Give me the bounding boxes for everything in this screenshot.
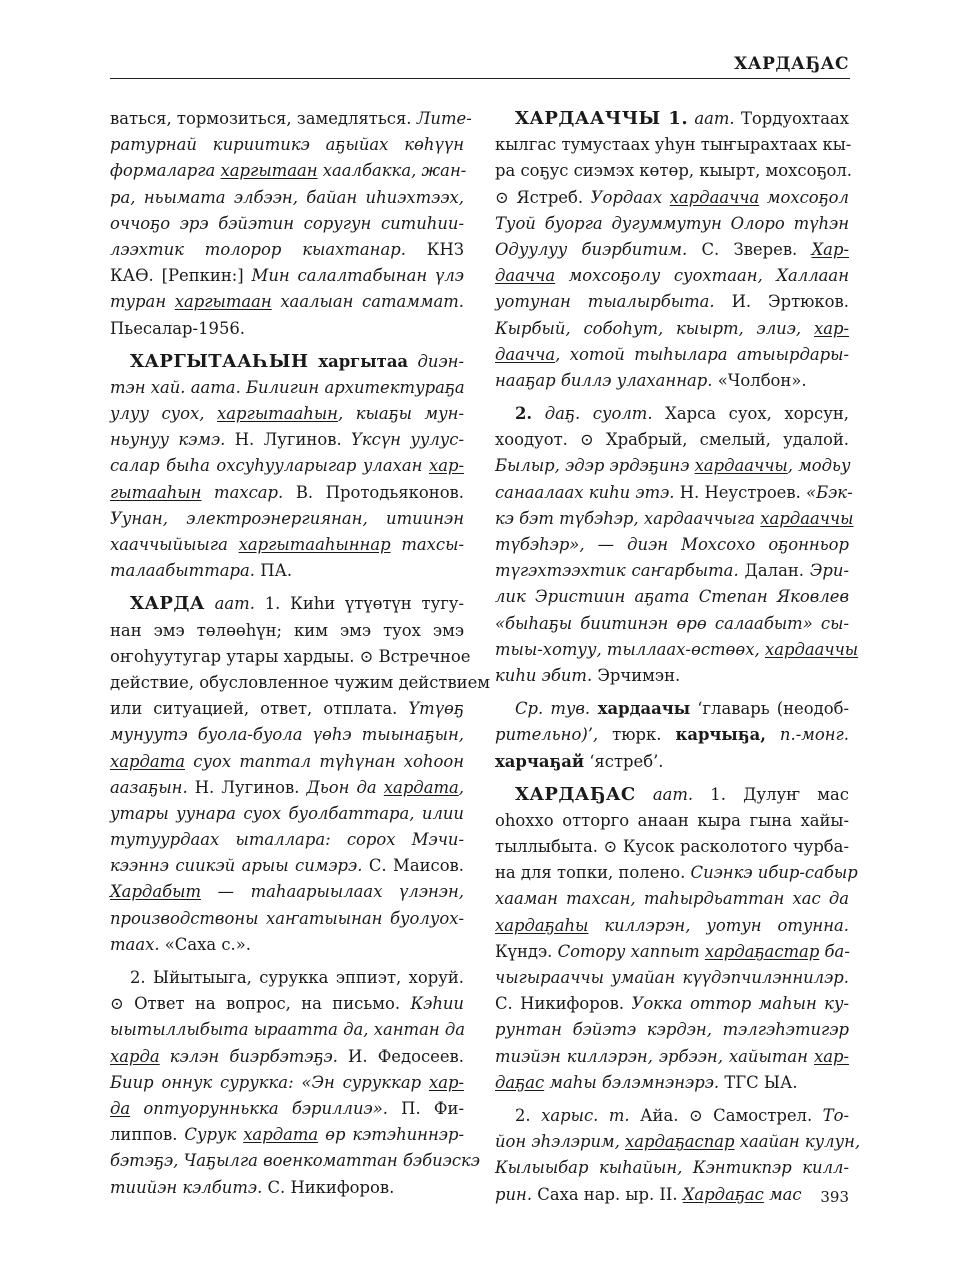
text-line xyxy=(495,1070,849,1096)
dictionary-entry-hardahas2 xyxy=(495,1103,861,1208)
text-line xyxy=(110,1096,464,1122)
text-segment: 1. Киһи үтүөтүн тугу- xyxy=(254,594,464,614)
text-segment: таах. xyxy=(110,934,160,954)
text-segment: ыытыллыбыта ыраатта да, хантан да xyxy=(110,1020,466,1040)
text-segment: уотунан тыалырбыта. xyxy=(495,292,715,312)
text-segment: Айа. ⊙ Самострел. xyxy=(629,1105,823,1125)
example-keyword: хардаачча xyxy=(669,187,760,207)
example-keyword: хардаҕаспар xyxy=(625,1132,735,1152)
text-line xyxy=(110,263,464,289)
text-line xyxy=(110,749,464,775)
example-keyword: хар- xyxy=(813,1046,849,1066)
text-line xyxy=(495,749,849,775)
text-segment: харыс. т. xyxy=(541,1105,630,1125)
text-segment: Биир оннук сурукка: «Эн суруккар xyxy=(110,1072,429,1092)
running-head: ХАРДАҔАС xyxy=(734,54,849,74)
text-segment: Харса суох, хорсун, xyxy=(652,404,849,424)
dictionary-entry-harda xyxy=(110,591,491,958)
text-line xyxy=(495,453,849,479)
text-segment: тюрк. xyxy=(598,725,676,745)
example-keyword: даҕас xyxy=(495,1072,545,1092)
text-segment: кээннэ сиикэй арыы симэрэ. xyxy=(110,856,363,876)
text-segment: тахсар. xyxy=(201,482,284,502)
text-line xyxy=(495,611,849,637)
text-line xyxy=(495,860,858,886)
text-line xyxy=(110,1070,464,1096)
text-segment: Далан. xyxy=(738,561,810,581)
text-segment: Н. Лугинов. xyxy=(187,777,307,797)
text-segment: ратурнай кириитикэ аҕыйах көһүүн xyxy=(110,135,464,155)
text-segment: Ср. тув. xyxy=(515,699,591,719)
text-segment: аат. xyxy=(635,784,694,804)
example-keyword: харгытаан xyxy=(174,292,272,312)
text-line xyxy=(495,584,849,610)
headword: ХАРДАҔАС xyxy=(515,783,636,805)
text-line xyxy=(495,368,849,394)
text-line xyxy=(495,263,849,289)
text-segment: хааман тахсан, таһырдьаттан хас да xyxy=(495,889,849,909)
text-line xyxy=(110,132,464,158)
text-segment: КНЗ xyxy=(405,239,465,259)
text-segment: бэтэҕэ, Чаҕылга военкоматтан бэбиэскэ xyxy=(110,1151,480,1171)
text-segment: талаабыттара. xyxy=(110,561,255,581)
text-segment: даҕ. суолт. xyxy=(532,404,653,424)
example-keyword: харгытааһын xyxy=(217,404,338,424)
text-segment: Уокка оттор маһын ку- xyxy=(631,994,849,1014)
text-segment: тиэйэн киллэрэн, эрбээн, хайытан xyxy=(495,1046,814,1066)
text-segment: ПА. xyxy=(254,561,293,581)
text-segment: 2. xyxy=(515,404,533,424)
text-segment: кэлэн биэрбэтэҕэ. xyxy=(159,1046,338,1066)
text-segment: Пьесалар-1956. xyxy=(110,318,246,338)
text-segment: рин. xyxy=(495,1184,533,1204)
text-line xyxy=(110,991,464,1017)
text-segment: тыы-хотуу, тыллаах-өстөөх, xyxy=(495,639,765,659)
text-segment: , модьу xyxy=(787,456,851,476)
text-segment: улуу суох, xyxy=(110,404,218,424)
text-segment: С. Никифоров. xyxy=(262,1177,395,1197)
text-segment: аат. xyxy=(204,594,255,614)
text-line xyxy=(495,834,849,860)
text-segment: То- xyxy=(822,1105,849,1125)
text-line xyxy=(110,1044,464,1070)
text-segment: Кэһии xyxy=(410,994,464,1014)
text-segment: Сиэнкэ ибир-сабыр xyxy=(690,863,858,883)
text-segment: лик Эристиин аҕата Степан Яковлев xyxy=(495,587,849,607)
text-line xyxy=(495,132,852,158)
text-segment: 2. xyxy=(515,1105,542,1125)
text-segment: мохсоҕол xyxy=(759,187,849,207)
text-line xyxy=(495,211,849,237)
text-segment: харгытаа xyxy=(308,351,409,371)
text-segment: хаалбакка, жан- xyxy=(317,161,467,181)
text-segment: Сотору хаппыт xyxy=(557,941,705,961)
text-line xyxy=(495,506,854,532)
text-line xyxy=(495,637,859,663)
text-line xyxy=(110,349,464,375)
text-line xyxy=(110,696,464,722)
example-keyword: хардааччы xyxy=(760,508,854,528)
text-line xyxy=(495,185,849,211)
text-segment: Уордаах xyxy=(590,187,670,207)
text-segment: киллэрэн, уотун отунна. xyxy=(588,915,849,935)
text-segment: Былыр, эдэр эрдэҕинэ xyxy=(495,456,695,476)
text-segment: формаларга xyxy=(110,161,221,181)
example-keyword: Хардаҕас xyxy=(682,1184,764,1204)
text-segment: ньунуу кэмэ. xyxy=(110,430,226,450)
text-line xyxy=(110,158,467,184)
text-segment: Саха нар. ыр. II. xyxy=(532,1184,683,1204)
text-segment: маһы бэлэмнэнэрэ. xyxy=(544,1072,720,1092)
text-segment: хаайан кулун, xyxy=(734,1132,861,1152)
dictionary-entry-hargytaahyn xyxy=(110,349,464,585)
text-segment: аазаҕын. xyxy=(110,777,188,797)
example-keyword: Хардабыт xyxy=(110,882,201,902)
example-keyword: даачча xyxy=(495,266,556,286)
header-rule xyxy=(110,78,850,79)
text-segment: Эри- xyxy=(809,561,849,581)
text-segment: ра соҕус сиэмэх көтөр, кыырт, мохсоҕол. xyxy=(495,161,853,181)
text-segment: ба- xyxy=(819,941,850,961)
text-line xyxy=(110,558,464,584)
text-line xyxy=(495,696,849,722)
text-line xyxy=(495,939,849,965)
text-segment: производствоны хаҥатыынан буолуох- xyxy=(110,908,464,928)
text-segment: оһоххо отторго анаан кыра гына хайы- xyxy=(495,810,849,830)
text-line xyxy=(110,618,464,644)
text-segment: хаалыан сатаммат. xyxy=(271,292,465,312)
text-segment: Сурук xyxy=(184,1125,244,1145)
text-segment: мохсоҕолу суохтаан, Халлаан xyxy=(555,266,849,286)
text-line xyxy=(110,932,464,958)
example-keyword: хардааччы xyxy=(764,639,859,659)
text-segment: «Бэк- xyxy=(806,482,853,502)
text-segment: рительно)’, xyxy=(495,725,599,745)
example-keyword: хардата xyxy=(110,751,185,771)
text-line xyxy=(495,106,849,132)
text-line xyxy=(495,158,853,184)
text-line xyxy=(495,1017,849,1043)
text-line xyxy=(495,558,849,584)
headword: ХАРДА xyxy=(130,593,205,615)
text-line xyxy=(110,1148,480,1174)
text-segment: мас xyxy=(763,1184,802,1204)
dictionary-entry-hardaachchy2 xyxy=(495,401,859,689)
text-line xyxy=(110,775,464,801)
text-segment: нааҕар биллэ улаханнар. xyxy=(495,370,713,390)
text-segment: тыллыбыта. ⊙ Кусок расколотого чурба- xyxy=(495,837,849,857)
text-segment: хоодуот. ⊙ Храбрый, смелый, удалой. xyxy=(495,430,849,450)
dictionary-entry-cont xyxy=(110,106,472,342)
text-segment: КАӨ. [Ρепкин:] xyxy=(110,266,252,286)
text-line xyxy=(110,1017,464,1043)
text-segment: тахсы- xyxy=(390,535,464,554)
example-keyword: хардаҕастар xyxy=(704,941,820,961)
text-line xyxy=(495,1044,849,1070)
example-keyword: хар- xyxy=(813,318,849,338)
text-segment: нан эмэ төлөөһүн; ким эмэ туох эмэ xyxy=(110,620,464,640)
example-keyword: харгытааһыннар xyxy=(238,535,391,554)
text-segment: Туой буорга дугуммутун Олоро түһэн xyxy=(495,213,849,233)
text-line xyxy=(495,991,849,1017)
text-line xyxy=(110,853,464,879)
text-segment: на для топки, полено. xyxy=(495,863,691,883)
text-segment: өр кэтэһиннэр- xyxy=(318,1125,464,1145)
text-line xyxy=(110,185,464,211)
text-line xyxy=(110,211,464,237)
example-keyword: хардааччы xyxy=(694,456,788,476)
example-keyword: даачча xyxy=(495,344,556,364)
text-segment: Уунан, электроэнергиянан, итиинэн xyxy=(110,508,464,528)
text-line xyxy=(110,506,464,532)
text-line xyxy=(110,316,464,342)
text-line xyxy=(110,965,464,991)
text-segment: оптуоруннькка бэриллиэ». xyxy=(130,1098,388,1118)
text-line xyxy=(495,1129,861,1155)
text-segment: Лите- xyxy=(416,109,472,128)
example-keyword: хар- xyxy=(428,1072,464,1092)
text-segment: В. Протодьяконов. xyxy=(283,482,464,502)
text-segment: рунтан бэйэтэ кэрдэн, тэлгэһэтигэр xyxy=(495,1020,849,1040)
text-segment: 1. Дулуҥ мас xyxy=(693,784,849,804)
text-segment: түбэһэр», — диэн Мохсохо оҕонньор xyxy=(495,535,849,554)
text-segment: ⊙ Ответ на вопрос, на письмо. xyxy=(110,994,411,1014)
text-line xyxy=(495,1155,849,1181)
text-line xyxy=(110,670,491,696)
example-keyword: хардата xyxy=(383,777,459,797)
text-segment: харчаҕай xyxy=(495,751,584,771)
text-segment: Кырбый, собоһут, кыырт, элиэ, xyxy=(495,318,814,338)
text-line xyxy=(110,453,464,479)
text-segment: Кылыыбар кыһайын, Кэнтикпэр килл- xyxy=(495,1158,849,1178)
text-line xyxy=(110,532,464,558)
text-segment: липпов. xyxy=(110,1125,185,1145)
text-segment: кэ бэт түбэһэр, хардааччыга xyxy=(495,508,761,528)
text-line xyxy=(110,480,464,506)
text-line xyxy=(495,808,849,834)
text-segment: «Саха с.». xyxy=(159,934,251,954)
text-segment: оҥоһуутугар утары хардыы. ⊙ Встречное xyxy=(110,646,471,666)
text-segment: Н. Неустроев. xyxy=(674,482,807,502)
text-segment: киһи эбит. xyxy=(495,665,593,685)
text-segment: Одуулуу биэрбитим. xyxy=(495,239,688,259)
example-keyword: хар- xyxy=(428,456,464,476)
text-segment: Үтүөҕ xyxy=(408,699,464,719)
text-segment: Мин салалтабынан үлэ xyxy=(251,266,464,286)
text-line xyxy=(110,375,464,401)
text-segment: , xyxy=(458,777,464,797)
text-segment: хааччыйыыга xyxy=(110,535,239,554)
dictionary-entry-compare xyxy=(495,696,849,775)
text-segment: С. Зверев. xyxy=(687,239,812,259)
text-segment: «быһаҕы биитинэн өрө салаабыт» сы- xyxy=(495,613,849,633)
text-line xyxy=(495,663,849,689)
example-keyword: харда xyxy=(110,1046,160,1066)
text-segment: тэн хай. аата. Билигин архитектураҕа xyxy=(110,377,465,397)
dictionary-entry-hardaachchy xyxy=(495,106,853,394)
text-segment: тиийэн кэлбитэ. xyxy=(110,1177,263,1197)
text-line xyxy=(110,237,464,263)
text-segment: оччоҕо эрэ бэйэтин соругун ситиһии- xyxy=(110,213,464,233)
text-segment: Тордуохтаах xyxy=(734,109,849,128)
text-segment: ТГС ЫА. xyxy=(719,1072,798,1092)
text-segment: С. Маисов. xyxy=(362,856,464,876)
text-segment: санаалаах киһи этэ. xyxy=(495,482,675,502)
text-line xyxy=(110,801,464,827)
text-segment: мунуутэ буола-буола үөһэ тыынаҕын, xyxy=(110,725,464,745)
text-line xyxy=(110,827,464,853)
text-line xyxy=(495,1103,849,1129)
text-segment: диэн- xyxy=(408,351,464,371)
text-line xyxy=(495,532,849,558)
text-segment: Эрчимэн. xyxy=(592,665,681,685)
text-line xyxy=(495,480,853,506)
text-line xyxy=(495,342,849,368)
text-line xyxy=(495,316,849,342)
text-segment: или ситуацией, ответ, отплата. xyxy=(110,699,409,719)
text-line xyxy=(495,427,849,453)
dictionary-entry-harda2 xyxy=(110,965,480,1201)
text-segment: салар быһа охсуһууларыгар улахан xyxy=(110,456,429,476)
text-segment: 2. Ыйытыыга, сурукка эппиэт, хоруй. xyxy=(130,968,464,987)
text-line xyxy=(110,591,464,617)
example-keyword: гытааһын xyxy=(110,482,202,502)
text-segment: «Чолбон». xyxy=(712,370,807,390)
text-segment: И. Эртюков. xyxy=(714,292,849,312)
headword: ХАРДААЧЧЫ 1. xyxy=(515,108,688,129)
text-segment: , кыаҕы мун- xyxy=(337,404,464,424)
text-line xyxy=(110,289,464,315)
text-line xyxy=(110,906,464,932)
text-line xyxy=(110,1122,464,1148)
page-number: 393 xyxy=(820,1188,849,1206)
text-line xyxy=(110,427,464,453)
text-line xyxy=(495,965,849,991)
text-segment: тутуурдаах ыталлара: сорох Мэчи- xyxy=(110,830,464,850)
text-line xyxy=(110,644,471,670)
example-keyword: хардата xyxy=(243,1125,319,1145)
text-segment: действие, обусловленное чужим действием xyxy=(110,672,491,692)
text-segment: чыгырааччы умайан күүдэпчилэннилэр. xyxy=(495,968,849,987)
text-line xyxy=(495,1182,849,1208)
right-column xyxy=(495,106,861,1215)
text-line xyxy=(495,782,849,808)
text-segment: Күндэ. xyxy=(495,941,558,961)
text-segment: Н. Лугинов. xyxy=(225,430,352,450)
text-line xyxy=(110,722,464,748)
example-keyword: хардаҕаһы xyxy=(495,915,589,935)
text-segment: аат. xyxy=(687,109,735,128)
example-keyword: Хар- xyxy=(811,239,849,259)
text-line xyxy=(495,913,849,939)
text-segment: лээхтик толорор кыахтанар. xyxy=(110,239,406,259)
text-line xyxy=(495,289,849,315)
text-segment: С. Никифоров. xyxy=(495,994,632,1014)
text-segment: — таһаарыылаах үлэнэн, xyxy=(201,882,464,902)
headword: ХАРГЫТААҺЫН xyxy=(130,350,309,372)
text-segment: Үксүн уулус- xyxy=(351,430,465,450)
text-segment: утары уунара суох буолбаттара, илии xyxy=(110,803,464,823)
text-segment: суох таптал түһүнан хоһоон xyxy=(184,751,464,771)
example-keyword: харгытаан xyxy=(220,161,318,181)
text-segment: П. Фи- xyxy=(387,1098,464,1118)
dictionary-entry-hardahas xyxy=(495,782,858,1096)
text-segment: ‘ястреб’. xyxy=(584,751,664,771)
text-line xyxy=(495,722,849,748)
text-line xyxy=(495,237,849,263)
text-segment: карчыҕа, xyxy=(675,725,766,745)
text-segment: түгэхтээхтик саҥарбыта. xyxy=(495,561,739,581)
text-segment: п.-монг. xyxy=(765,725,849,745)
text-segment: , хотой тыһылара атыырдары- xyxy=(555,344,849,364)
text-segment: ‘главарь (неодоб- xyxy=(690,699,849,719)
text-segment: ваться, тормозиться, замедляться. xyxy=(110,109,417,128)
text-segment: Дьон да xyxy=(306,777,384,797)
text-segment: туран xyxy=(110,292,175,312)
text-line xyxy=(110,1175,464,1201)
text-line xyxy=(110,879,464,905)
text-segment: И. Федосеев. xyxy=(337,1046,464,1066)
text-line xyxy=(495,886,849,912)
left-column xyxy=(110,106,491,1208)
text-line xyxy=(110,106,472,132)
text-segment: ⊙ Ястреб. xyxy=(495,187,591,207)
text-segment: йон эһэлэрим, xyxy=(495,1132,626,1152)
text-segment: кылгас тумустаах уһун тыҥырахтаах кы- xyxy=(495,135,852,155)
text-line xyxy=(495,401,849,427)
text-segment: ра, ньымата элбээн, байан иһиэхтээх, xyxy=(110,187,464,207)
text-line xyxy=(110,401,464,427)
text-segment: хардаачы xyxy=(590,699,691,719)
example-keyword: да xyxy=(110,1098,131,1118)
